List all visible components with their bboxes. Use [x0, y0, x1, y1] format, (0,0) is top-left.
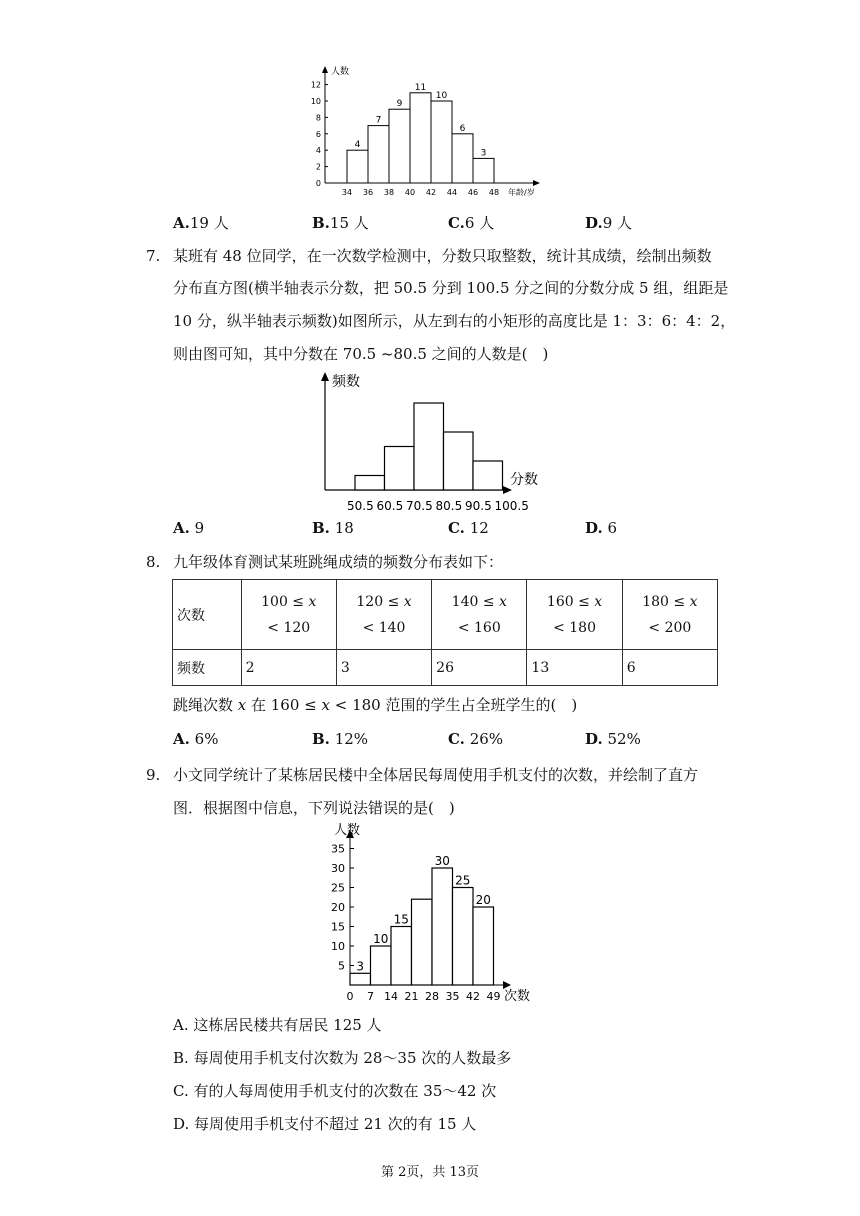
q9-option-a[interactable]: A. 这栋居民楼共有居民 125 人	[173, 1016, 382, 1034]
table-header-frequency: 频数	[173, 650, 242, 686]
table-range-4: 160 ≤ 𝑥 < 180	[527, 580, 622, 650]
y-axis-label: 人数	[331, 67, 350, 77]
x-axis-arrow	[503, 981, 511, 989]
table-freq-5: 6	[622, 650, 717, 686]
x-axis-label: 分数	[510, 472, 538, 488]
q6-option-c[interactable]: C.6 人	[448, 214, 495, 232]
q7-line-1: 某班有 48 位同学，在一次数学检测中，分数只取整数，统计其成绩，绘制出频数	[173, 247, 712, 265]
histogram-bar	[452, 134, 473, 183]
bar-value-label: 10	[435, 91, 448, 101]
histogram-bar	[473, 158, 494, 183]
bar-value-label: 25	[455, 873, 471, 888]
q7-option-d[interactable]: D. 6	[585, 519, 618, 537]
payment-histogram	[330, 818, 540, 1008]
bar-value-label: 4	[354, 140, 361, 151]
x-tick-label: 60.5	[376, 499, 404, 513]
histogram-bar	[350, 973, 371, 985]
x-tick-label: 100.5	[494, 499, 529, 513]
q8-option-c[interactable]: C. 26%	[448, 730, 504, 748]
x-tick-label: 90.5	[465, 499, 492, 513]
bar-value-label: 11	[414, 82, 427, 93]
histogram-bar	[432, 868, 453, 985]
score-histogram	[300, 366, 560, 516]
x-tick-label: 7	[367, 990, 374, 1003]
bar-value-label: 9	[396, 99, 403, 110]
x-tick-label: 46	[467, 188, 479, 197]
q7-option-b[interactable]: B. 18	[312, 519, 354, 537]
q6-option-d[interactable]: D.9 人	[585, 214, 633, 232]
y-tick-label: 5	[338, 959, 345, 973]
histogram-bar	[444, 432, 474, 490]
age-histogram	[300, 60, 560, 205]
histogram-bar	[371, 946, 392, 985]
q7-option-c[interactable]: C. 12	[448, 519, 489, 537]
histogram-bar	[453, 888, 474, 986]
histogram-bar	[389, 109, 410, 183]
q6-option-b[interactable]: B.15 人	[312, 214, 369, 232]
table-range-5: 180 ≤ 𝑥 < 200	[622, 580, 717, 650]
x-tick-label: 28	[425, 990, 439, 1003]
bar-value-label: 15	[393, 912, 409, 927]
table-header-count: 次数	[173, 580, 242, 650]
x-tick-label: 36	[362, 188, 374, 197]
y-axis-label: 频数	[332, 374, 360, 390]
y-tick-label: 15	[331, 920, 345, 934]
y-tick-label: 0	[315, 179, 321, 188]
histogram-bar	[368, 126, 389, 183]
histogram-bar	[385, 447, 415, 491]
q9-option-b[interactable]: B. 每周使用手机支付次数为 28～35 次的人数最多	[173, 1049, 512, 1067]
x-tick-label: 35	[445, 990, 460, 1003]
x-tick-label: 80.5	[435, 499, 463, 513]
y-tick-label: 30	[331, 862, 345, 875]
x-tick-label: 42	[425, 188, 437, 197]
q9-line-2: 图．根据图中信息，下列说法错误的是( )	[173, 799, 455, 817]
bar-value-label: 10	[373, 932, 389, 946]
y-tick-label: 10	[310, 97, 321, 106]
x-tick-label: 0	[346, 990, 354, 1003]
histogram-bar	[414, 403, 444, 490]
histogram-bar	[391, 927, 412, 986]
x-axis-label: 年龄/岁	[508, 188, 535, 197]
x-axis-label: 次数	[504, 989, 531, 1004]
x-tick-label: 50.5	[347, 499, 374, 513]
q9-option-c[interactable]: C. 有的人每周使用手机支付的次数在 35～42 次	[173, 1082, 497, 1100]
x-tick-label: 21	[404, 990, 419, 1003]
q8-option-d[interactable]: D. 52%	[585, 730, 641, 748]
y-tick-label: 2	[315, 162, 321, 172]
x-tick-label: 49	[486, 990, 501, 1003]
q8-option-b[interactable]: B. 12%	[312, 730, 369, 748]
q8-option-a[interactable]: A. 6%	[173, 730, 219, 748]
y-tick-label: 25	[331, 881, 345, 895]
histogram-bar	[412, 899, 433, 985]
histogram-bar	[410, 93, 431, 183]
histogram-bar	[431, 101, 452, 183]
table-range-1: 100 ≤ 𝑥 < 120	[241, 580, 336, 650]
q7-line-2: 分布直方图(横半轴表示分数，把 50.5 分到 100.5 分之间的分数分成 5 组，组距是	[173, 279, 729, 297]
table-range-3: 140 ≤ 𝑥 < 160	[432, 580, 527, 650]
y-axis-arrow	[321, 372, 329, 381]
x-tick-label: 40	[404, 188, 416, 197]
bar-value-label: 6	[459, 123, 466, 134]
y-tick-label: 8	[315, 113, 321, 123]
x-tick-label: 34	[341, 188, 353, 197]
y-axis-arrow	[322, 66, 328, 73]
q7-option-a[interactable]: A. 9	[173, 519, 205, 537]
histogram-bar	[355, 476, 385, 491]
bar-value-label: 3	[480, 148, 487, 159]
y-tick-label: 20	[331, 901, 345, 914]
x-tick-label: 44	[446, 188, 458, 197]
q8-intro: 九年级体育测试某班跳绳成绩的频数分布表如下：	[173, 553, 504, 571]
x-tick-label: 48	[488, 188, 500, 197]
table-freq-2: 3	[336, 650, 431, 686]
x-axis-arrow	[533, 180, 540, 186]
y-tick-label: 6	[315, 129, 321, 139]
bar-value-label: 7	[375, 115, 382, 126]
histogram-bar	[347, 150, 368, 183]
q7-number: 7.	[146, 247, 161, 265]
q8-number: 8.	[146, 553, 161, 571]
table-range-2: 120 ≤ 𝑥 < 140	[336, 580, 431, 650]
q7-line-4: 则由图可知，其中分数在 70.5 ~80.5 之间的人数是( )	[173, 345, 549, 363]
bar-value-label: 3	[356, 959, 365, 974]
x-tick-label: 38	[383, 188, 395, 197]
y-tick-label: 12	[310, 80, 321, 90]
q8-question: 跳绳次数 𝑥 在 160 ≤ 𝑥 < 180 范围的学生占全班学生的( )	[173, 696, 578, 714]
jump-rope-frequency-table	[172, 579, 718, 686]
table-freq-1: 2	[241, 650, 336, 686]
y-axis-label: 人数	[334, 823, 361, 838]
y-tick-label: 35	[331, 842, 345, 856]
table-freq-3: 26	[432, 650, 527, 686]
histogram-bar	[473, 907, 494, 985]
bar-value-label: 30	[434, 854, 450, 868]
q9-line-1: 小文同学统计了某栋居民楼中全体居民每周使用手机支付的次数，并绘制了直方	[173, 766, 699, 784]
histogram-bar	[473, 461, 503, 490]
q7-line-3: 10 分，纵半轴表示频数)如图所示，从左到右的小矩形的高度比是 1：3：6：4：2，	[173, 312, 736, 330]
q9-number: 9.	[146, 766, 161, 784]
page-footer: 第 2页，共 13页	[380, 1165, 480, 1180]
bar-value-label: 20	[475, 893, 491, 907]
y-tick-label: 10	[331, 940, 345, 953]
q9-option-d[interactable]: D. 每周使用手机支付不超过 21 次的有 15 人	[173, 1115, 477, 1133]
x-tick-label: 42	[466, 990, 480, 1003]
table-freq-4: 13	[527, 650, 622, 686]
y-tick-label: 4	[315, 146, 321, 156]
x-tick-label: 14	[384, 990, 398, 1003]
q6-option-a[interactable]: A.19 人	[173, 214, 229, 232]
x-tick-label: 70.5	[406, 499, 433, 513]
